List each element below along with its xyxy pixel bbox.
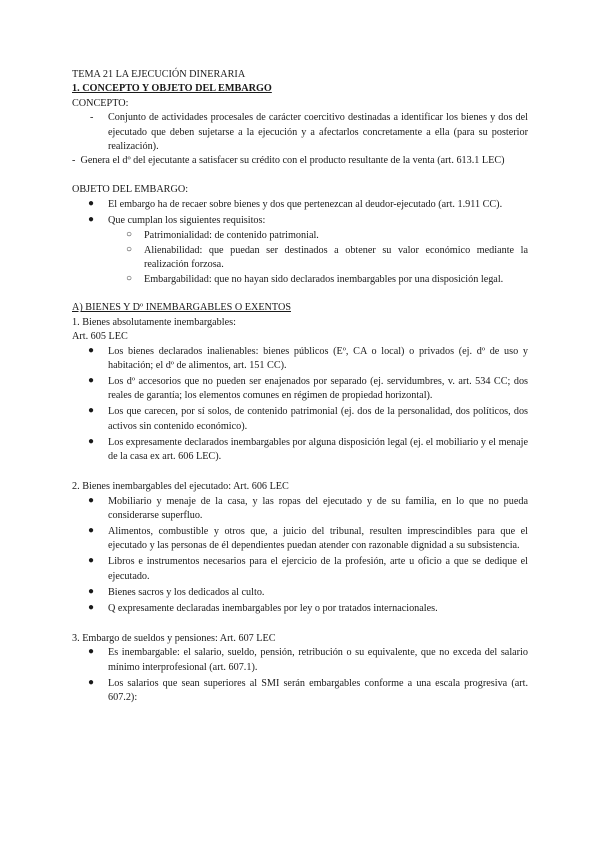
list-item: ○ Embargabilidad: que no hayan sido declarados inembargables por una disposición legal. — [126, 272, 504, 285]
dash-marker: - — [90, 112, 94, 124]
circle-bullet-icon: ○ — [126, 243, 133, 255]
article-reference: Art. 605 LEC — [72, 331, 128, 343]
bullet-icon: ● — [88, 676, 95, 688]
bullet-icon: ● — [88, 435, 95, 447]
list-item: ● Los expresamente declarados inembargables por alguna disposición legal (ej. el mobiliario y el menaje de la casa ex art. 606 LEC). — [88, 435, 528, 463]
subsection-title: 1. Bienes absolutamente inembargables: — [72, 316, 236, 328]
concepto-label: CONCEPTO: — [72, 97, 129, 109]
bullet-icon: ● — [88, 646, 95, 658]
dash-marker: - — [72, 155, 76, 167]
section-heading-bienes-inembargables: A) BIENES Y Dº INEMBARGABLES O EXENTOS — [72, 302, 291, 314]
circle-bullet-icon: ○ — [126, 272, 133, 284]
absolutos-list — [72, 345, 528, 465]
bullet-icon: ● — [88, 344, 95, 356]
bullet-icon: ● — [88, 585, 95, 597]
objeto-list — [72, 198, 528, 228]
subsection-title: 3. Embargo de sueldos y pensiones: Art. 607 LEC — [72, 632, 276, 644]
list-item: ● El embargo ha de recaer sobre bienes y dos que pertenezcan al deudor-ejecutado (art. 1.911 CC). — [88, 197, 503, 210]
ejecutado-list — [72, 495, 528, 616]
objeto-label: OBJETO DEL EMBARGO: — [72, 184, 189, 196]
list-item: ● Alimentos, combustible y otros que, a juicio del tribunal, resulten imprescindibles para que el ejecutado y las personas de él dependientes puedan atender con razonable dignidad a su subsistencia. — [88, 525, 528, 552]
list-item: ○ Patrimonialidad: de contenido patrimonial. — [126, 229, 319, 242]
concepto-dash-text: Conjunto de actividades procesales de carácter coercitivo destinadas a identificar los bienes y dos del ejecutado que deben sujetarse a la ejecución y a afectarlos concretamente a ella (para su posterior realización). — [108, 112, 528, 153]
bullet-icon: ● — [88, 555, 95, 567]
concepto-dash-text: Genera el dº del ejecutante a satisfacer su crédito con el producto resultante de la venta (art. 613.1 LEC) — [80, 155, 505, 167]
document-body — [72, 68, 528, 707]
list-item: ● Bienes sacros y los dedicados al culto. — [88, 585, 265, 598]
list-item: ○ Alienabilidad: que puedan ser destinados a obtener su valor económico mediante la realización forzosa. — [126, 243, 528, 271]
circle-bullet-icon: ○ — [126, 229, 133, 241]
sueldos-list — [72, 646, 528, 705]
list-item: ● Los salarios que sean superiores al SMI serán embargables conforme a una escala progresiva (art. 607.2): — [88, 676, 528, 703]
list-item: ● Los que carecen, por sí solos, de contenido patrimonial (ej. dos de la personalidad, dos políticos, dos activos sin contenido económico). — [88, 405, 528, 432]
bullet-icon: ● — [88, 601, 95, 613]
list-item: ● Los bienes declarados inalienables: bienes públicos (Eº, CA o local) o privados (ej. dº de uso y habitación; el dº de alimentos, art. 151 CC). — [88, 344, 528, 372]
list-item: ● Libros e instrumentos necesarios para el ejercicio de la profesión, arte u oficio a que se dedique el ejecutado. — [88, 555, 528, 582]
concepto-dash-item — [72, 111, 528, 154]
concepto-dash-item-2 — [72, 154, 528, 168]
section-heading-concepto-objeto: 1. CONCEPTO Y OBJETO DEL EMBARGO — [72, 83, 272, 95]
requisitos-list — [72, 229, 528, 287]
bullet-icon: ● — [88, 525, 95, 537]
bullet-icon: ● — [88, 405, 95, 417]
subsection-title: 2. Bienes inembargables del ejecutado: Art. 606 LEC — [72, 481, 289, 493]
list-item: ● Mobiliario y menaje de la casa, y las ropas del ejecutado y de su familia, en lo que no pueda considerarse superfluo. — [88, 494, 528, 522]
list-item: ● Los dº accesorios que no pueden ser enajenados por separado (ej. servidumbres, v. art. 534 CC; dos reales de garantía; los elementos comunes en régimen de propiedad horizontal). — [88, 375, 528, 402]
bullet-icon: ● — [88, 375, 95, 386]
document-title: TEMA 21 LA EJECUCIÓN DINERARIA — [72, 69, 246, 80]
list-item: ● Es inembargable: el salario, sueldo, pensión, retribución o su equivalente, que no exceda del salario mínimo interprofesional (art. 607.1). — [88, 646, 528, 673]
bullet-icon: ● — [88, 197, 95, 209]
bullet-icon: ● — [88, 213, 95, 225]
bullet-icon: ● — [88, 494, 95, 506]
list-item: ● Q expresamente declaradas inembargables por ley o por tratados internacionales. — [88, 601, 438, 614]
list-item: ● Que cumplan los siguientes requisitos: — [88, 213, 266, 226]
